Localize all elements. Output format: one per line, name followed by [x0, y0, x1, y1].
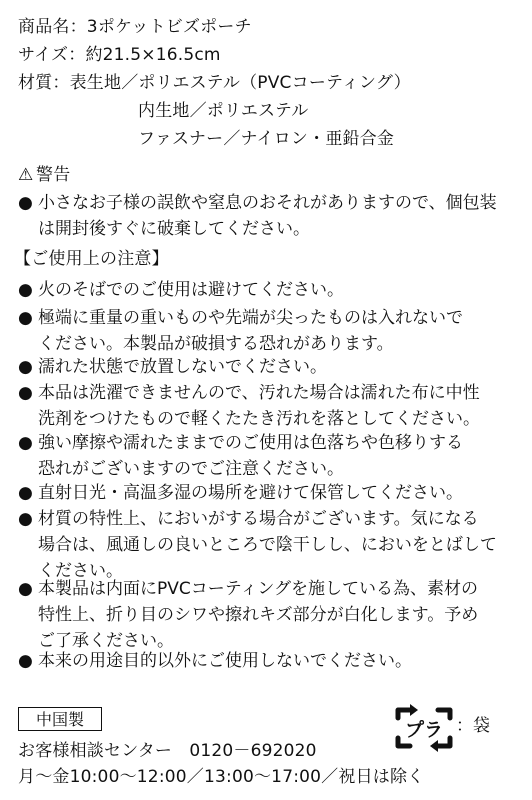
- caution-line: 場合は、風通しの良いところで陰干しし、においをとばして: [38, 535, 497, 555]
- business-hours: 月～金10:00～12:00／13:00～17:00／祝日は除く: [18, 767, 425, 787]
- bullet-icon: ●: [18, 357, 33, 377]
- caution-line: 本来の用途目的以外にご使用しないでください。: [38, 651, 412, 671]
- caution-line: 強い摩擦や濡れたままでのご使用は色落ちや色移りする: [38, 433, 463, 453]
- bullet-icon: ●: [18, 651, 33, 671]
- caution-line: ください。: [38, 561, 123, 581]
- caution-line: 本品は洗濯できませんので、汚れた場合は濡れた布に中性: [38, 383, 480, 403]
- material-inner: 内生地／ポリエステル: [138, 101, 309, 121]
- plastic-recycle-icon: [392, 700, 456, 756]
- size-spec: サイズ：約21.5×16.5cm: [18, 45, 221, 65]
- warning-title: 警告: [36, 165, 71, 185]
- bullet-icon: ●: [18, 383, 33, 403]
- bullet-icon: ●: [18, 433, 33, 453]
- material-outer: 材質：表生地／ポリエステル（PVCコーティング）: [18, 73, 411, 93]
- recycle-mark-text: プラ: [404, 719, 444, 741]
- warning-icon: ⚠: [18, 165, 34, 185]
- caution-line: 火のそばでのご使用は避けてください。: [38, 280, 344, 300]
- caution-line: 濡れた状態で放置しないでください。: [38, 357, 327, 377]
- country-of-origin-badge: 中国製: [18, 707, 102, 731]
- caution-line: 恐れがございますのでご注意ください。: [38, 459, 344, 479]
- caution-line: 直射日光・高温多湿の場所を避けて保管してください。: [38, 483, 463, 503]
- bullet-icon: ●: [18, 308, 33, 328]
- recycle-label: ：袋: [456, 716, 490, 736]
- bullet-icon: ●: [18, 193, 33, 213]
- caution-line: 洗剤をつけたもので軽くたたき汚れを落としてください。: [38, 409, 480, 429]
- customer-center: お客様相談センター 0120－692020: [18, 741, 317, 761]
- bullet-icon: ●: [18, 483, 33, 503]
- warning-line: 小さなお子様の誤飲や窒息のおそれがありますので、個包装: [38, 193, 497, 213]
- caution-line: 極端に重量の重いものや先端が尖ったものは入れないで: [38, 308, 463, 328]
- caution-line: 材質の特性上、においがする場合がございます。気になる: [38, 509, 479, 529]
- material-zipper: ファスナー／ナイロン・亜鉛合金: [138, 129, 395, 149]
- bullet-icon: ●: [18, 579, 33, 599]
- caution-line: ください。本製品が破損する恐れがあります。: [38, 334, 394, 354]
- caution-heading: 【ご使用上の注意】: [14, 249, 169, 269]
- warning-line: は開封後すぐに破棄してください。: [38, 219, 310, 239]
- caution-line: ご了承ください。: [38, 631, 174, 651]
- bullet-icon: ●: [18, 509, 33, 529]
- bullet-icon: ●: [18, 280, 33, 300]
- caution-line: 本製品は内面にPVCコーティングを施している為、素材の: [38, 579, 479, 599]
- warning-heading: [18, 162, 70, 188]
- caution-line: 特性上、折り目のシワや擦れキズ部分が白化します。予め: [38, 605, 479, 625]
- product-name: 商品名：3ポケットビズポーチ: [18, 17, 252, 37]
